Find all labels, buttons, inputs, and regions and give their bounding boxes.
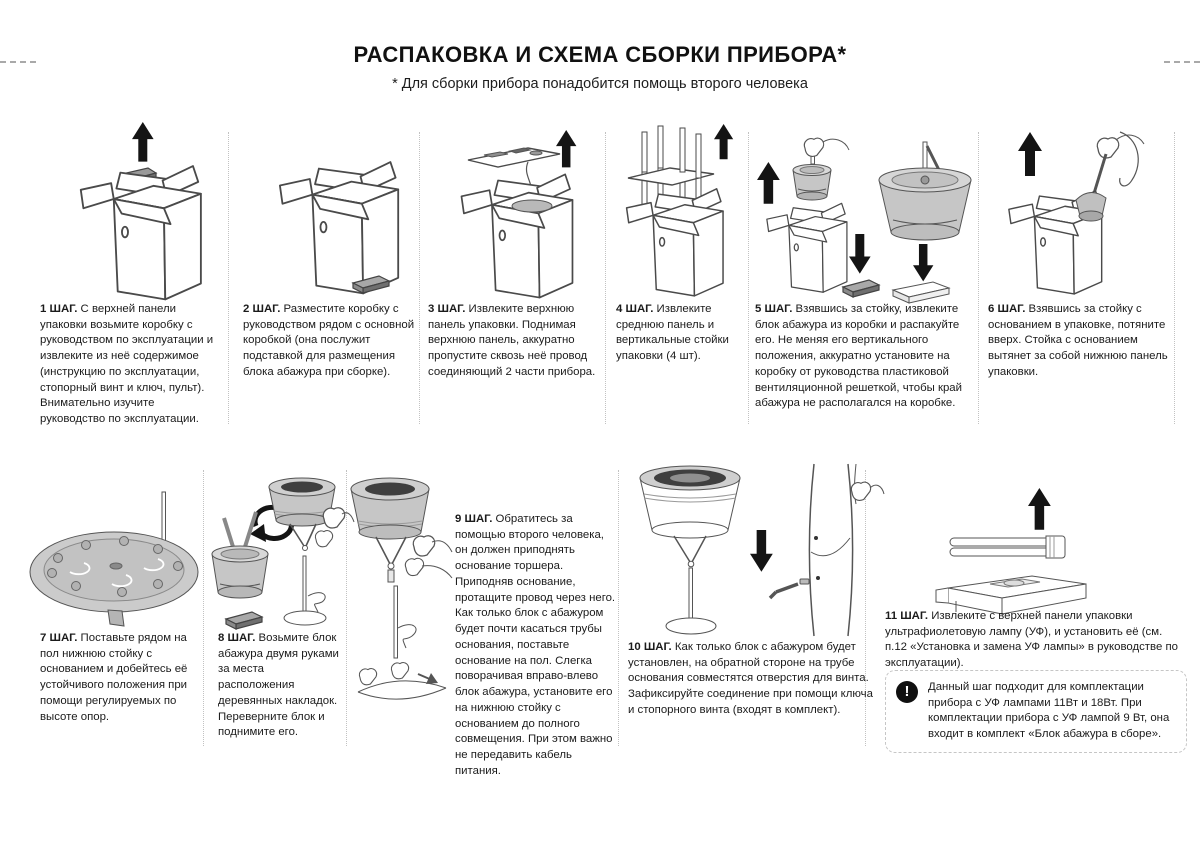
arrow-up-icon	[1018, 132, 1042, 176]
lift-block-over-stand-icon	[262, 478, 354, 638]
column-divider	[605, 132, 606, 424]
column-divider	[419, 132, 420, 424]
arrow-up-icon	[556, 130, 576, 167]
big-shade-block-icon	[879, 142, 971, 240]
support-box-icon	[893, 282, 949, 303]
step-2-label: 2 ШАГ.	[243, 303, 281, 315]
stub-icon	[108, 610, 124, 626]
hand-icon	[851, 482, 870, 500]
step-8-lift-illustration	[262, 478, 354, 638]
page-title: РАСПАКОВКА И СХЕМА СБОРКИ ПРИБОРА*	[353, 42, 847, 67]
arrow-up-icon	[1028, 488, 1051, 530]
cable-icon	[308, 593, 325, 612]
step-7-text: 7 ШАГ. Поставьте рядом на пол нижнюю стойку с основанием и добейтесь её устойчивого положения при помощи регулируемых по высоте опор.	[40, 632, 188, 723]
page-subtitle: * Для сборки прибора понадобится помощь второго человека	[392, 76, 808, 92]
floor-lamp-icon	[640, 466, 740, 634]
box-top-panel-lift-icon	[428, 122, 603, 300]
uv-lamp-removal-icon	[928, 486, 1113, 618]
pole-icon	[303, 556, 306, 614]
packed-shade-icon	[512, 200, 552, 212]
step-1-text: 1 ШАГ. С верхней панели упаковки возьмите коробку с руководством по эксплуатации и извлеките из неё содержимое (инструкцию по эксплуатации, стопорный винт и ключ, пульт). Внимательно изучите руководство по эксплуатации.	[40, 303, 214, 426]
arrow-down-icon	[849, 234, 871, 274]
arrow-up-icon	[132, 122, 154, 162]
pad-icon	[226, 612, 262, 629]
arrow-down-icon	[750, 530, 773, 572]
base-underside-icon	[30, 532, 198, 626]
arm-icon	[870, 485, 884, 494]
hand-icon	[323, 508, 344, 528]
step-2-illustration	[243, 138, 415, 298]
column-divider	[618, 470, 619, 746]
step-6-illustration	[988, 128, 1168, 300]
step-5-text: 5 ШАГ. Взявшись за стойку, извлеките блок абажура из коробки и распакуйте его. Не меняя его вертикального положения, аккуратно установите на коробку от руководства пластиковой вентиляционной решеткой, чтобы край абажура не располагался на коробке.	[755, 303, 962, 410]
tube-closeup-icon	[770, 464, 884, 636]
step-8-text: 8 ШАГ. Возьмите блок абажура двумя руками за места расположения деревянных накладок. Переверните блок и поднимите его.	[218, 632, 339, 739]
column-divider	[1174, 132, 1175, 424]
cardboard-box-icon	[280, 162, 398, 293]
assembled-lamp-and-screw-icon	[628, 464, 878, 640]
arrow-up-icon	[714, 124, 733, 159]
exclamation-icon: !	[896, 681, 918, 703]
step-9-illustration	[348, 478, 454, 710]
arm-icon	[422, 566, 452, 578]
step-4-label: 4 ШАГ.	[616, 303, 654, 315]
base-disc-and-pole-icon	[26, 478, 216, 628]
step-10-label: 10 ШАГ.	[628, 641, 672, 653]
step-4-text: 4 ШАГ. Извлеките среднюю панель и вертикальные стойки упаковки (4 шт).	[616, 303, 729, 363]
step-1-illustration	[40, 118, 218, 300]
hand-icon	[315, 531, 332, 547]
cable-icon	[398, 625, 416, 648]
step-4-illustration	[610, 118, 740, 300]
packed-base-icon	[1076, 192, 1106, 221]
hand-icon	[405, 558, 423, 575]
step-11-illustration	[928, 486, 1113, 618]
step-3-text: 3 ШАГ. Извлеките верхнюю панель упаковки. Поднимая верхнюю панель, аккуратно пропустите сквозь неё провод соединяющий 2 части прибора.	[428, 303, 596, 378]
round-base-icon	[284, 611, 326, 625]
small-shade-block-icon	[793, 165, 831, 201]
step-10-text: 10 ШАГ. Как только блок с абажуром будет установлен, на обратной стороне на трубе основания совместятся отверстия для винта. Зафиксируйте соединение при помощи ключа и стопорного винта (входят в комплект).	[628, 641, 873, 716]
pad-icon	[843, 280, 879, 297]
step-7-label: 7 ШАГ.	[40, 632, 78, 644]
hand-icon	[1097, 138, 1118, 158]
step-11-text: 11 ШАГ. Извлеките с верхней панели упаковки ультрафиолетовую лампу (УФ), и установить её (см. п.12 «Установка и замена УФ лампы» в руководстве по эксплуатации).	[885, 610, 1178, 670]
step-6-text: 6 ШАГ. Взявшись за стойку с основанием в упаковке, потяните вверх. Стойка с основанием вытянет за собой нижнюю панель упаковки.	[988, 303, 1168, 378]
step-3-illustration	[428, 122, 603, 300]
cardboard-box-icon	[81, 166, 201, 299]
shade-block-removal-icon	[755, 140, 977, 304]
step-1-label: 1 ШАГ.	[40, 303, 78, 315]
box-middle-panel-icon	[610, 118, 740, 300]
arm-icon	[1116, 135, 1144, 144]
step-2-text: 2 ШАГ. Разместите коробку с руководством рядом с основной коробкой (она послужит подставкой для размещения блока абажура при сборке).	[243, 303, 415, 378]
hands-lifting-base-icon	[358, 663, 446, 700]
column-divider	[228, 132, 229, 424]
arrow-up-icon	[757, 162, 780, 204]
step-10-illustration	[628, 464, 878, 640]
step-5-illustration	[755, 140, 977, 304]
arm-icon	[823, 139, 849, 150]
step-9-text: 9 ШАГ. Обратитесь за помощью второго человека, он должен приподнять основание торшера. Приподняв основание, протащите провод через него. Как только блок с абажуром будет почти касаться трубы основания, поставьте основание на пол. Слегка поворачивая вправо-влево блок абажура, установите его на нижнюю стойку с основанием до полного совмещения. При этом важно не передавить кабель питания.	[455, 513, 616, 777]
step-11-label: 11 ШАГ.	[885, 610, 929, 622]
mount-block-on-pole-icon	[348, 478, 454, 710]
shade-block-icon	[212, 512, 268, 598]
step-9-label: 9 ШАГ.	[455, 513, 493, 525]
cardboard-box-icon	[461, 174, 572, 297]
box-with-manual-beside-icon	[243, 138, 415, 298]
top-panel-icon	[468, 148, 560, 167]
step-7-illustration	[26, 478, 216, 628]
pole-icon	[394, 586, 398, 658]
hand-icon	[413, 536, 434, 556]
arrow-down-icon	[913, 244, 933, 281]
cardboard-box-icon	[627, 189, 723, 296]
open-box-with-manual-icon	[40, 118, 218, 300]
note-text: Данный шаг подходит для комплектации прибора с УФ лампами 11Вт и 18Вт. При комплектации прибора с УФ лампой 9 Вт, она входит в комплект «Блок абажура в сборе».	[928, 681, 1170, 741]
hand-icon	[804, 138, 823, 156]
step-6-label: 6 ШАГ.	[988, 303, 1026, 315]
hex-key-icon	[770, 584, 798, 598]
step-5-label: 5 ШАГ.	[755, 303, 793, 315]
cardboard-box-icon	[767, 203, 847, 292]
column-divider	[748, 132, 749, 424]
uv-lamp-icon	[950, 536, 1065, 558]
step-3-label: 3 ШАГ.	[428, 303, 466, 315]
step-8-label: 8 ШАГ.	[218, 632, 256, 644]
cord-icon	[1120, 132, 1139, 186]
note-box	[885, 670, 1187, 753]
pull-base-from-box-icon	[988, 128, 1168, 300]
screw-icon	[800, 579, 809, 584]
